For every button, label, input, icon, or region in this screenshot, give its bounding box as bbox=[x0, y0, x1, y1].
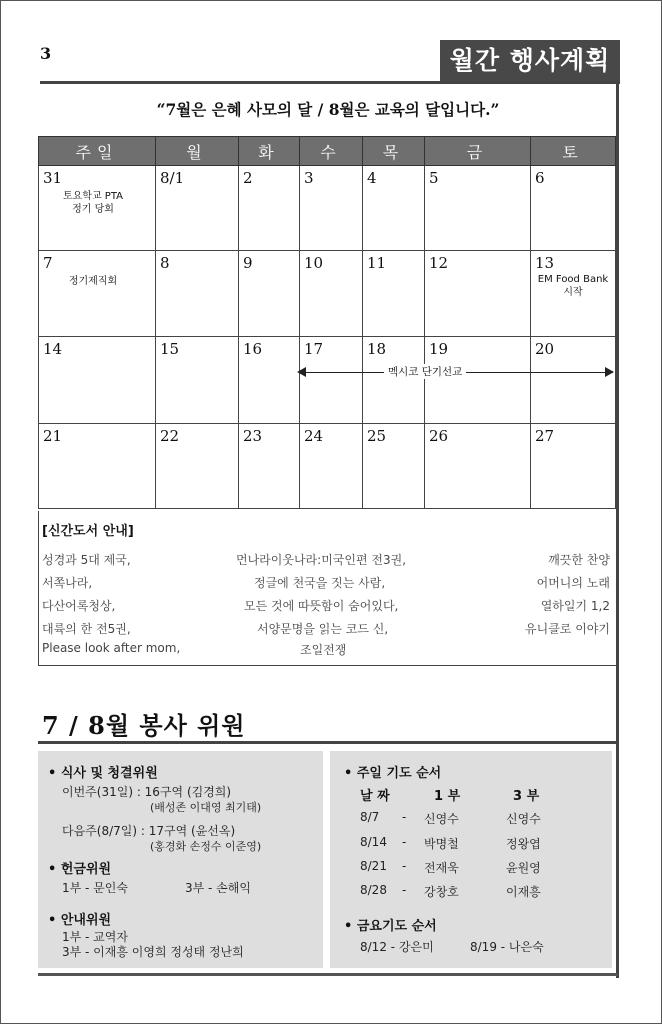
day-number: 25 bbox=[367, 427, 387, 445]
prayer-header-date: 날 짜 bbox=[360, 789, 390, 804]
offering-third-service: 3부 - 손해익 bbox=[185, 881, 251, 895]
usher-third-service: 3부 - 이재흥 이영희 정성태 정난희 bbox=[62, 945, 244, 959]
day-header: 목 bbox=[363, 137, 425, 166]
day-number: 8 bbox=[160, 254, 170, 272]
day-note: 정기제직회 bbox=[68, 276, 118, 287]
calendar-day-cell bbox=[300, 251, 363, 337]
day-number: 13 bbox=[535, 254, 555, 272]
calendar-day-cell bbox=[363, 337, 425, 424]
prayer-third-service: 정왕엽 bbox=[506, 837, 541, 851]
page-number: 3 bbox=[40, 44, 52, 63]
meal-this-week: 이번주(31일) : 16구역 (김경희) bbox=[62, 785, 232, 799]
calendar-week-row bbox=[39, 337, 616, 424]
book-item: 성경과 5대 제국, bbox=[42, 553, 131, 567]
prayer-third-service: 신영수 bbox=[506, 812, 541, 826]
day-number: 31 bbox=[43, 169, 63, 187]
calendar-day-cell bbox=[239, 166, 300, 251]
prayer-third-service: 윤원영 bbox=[506, 861, 541, 875]
calendar-day-cell bbox=[39, 251, 156, 337]
prayer-first-service: 강창호 bbox=[424, 885, 459, 899]
day-header: 화 bbox=[239, 137, 300, 166]
book-item: 모든 것에 따뜻함이 숨어있다, bbox=[244, 599, 399, 613]
day-number: 11 bbox=[367, 254, 387, 272]
day-number: 15 bbox=[160, 340, 180, 358]
book-item: 다산어록청상, bbox=[42, 599, 116, 613]
header-divider bbox=[40, 81, 620, 84]
friday-prayer-title: • 금요기도 순서 bbox=[344, 919, 437, 934]
day-header: 금 bbox=[425, 137, 531, 166]
arrow-left-icon bbox=[297, 367, 306, 377]
day-note: 토요학교 PTA 정기 당회 bbox=[62, 191, 124, 215]
monthly-theme: “7월은 은혜 사모의 달 / 8월은 교육의 달입니다.” bbox=[156, 100, 500, 119]
day-header: 월 bbox=[156, 137, 239, 166]
calendar-day-cell bbox=[531, 424, 616, 509]
book-item: 정글에 천국을 짓는 사람, bbox=[254, 576, 386, 590]
book-item: 먼나라이웃나라:미국인편 전3권, bbox=[236, 553, 407, 567]
day-number: 4 bbox=[367, 169, 377, 187]
calendar-day-cell bbox=[156, 251, 239, 337]
prayer-first-service: 전재욱 bbox=[424, 861, 459, 875]
meal-this-week-members: (배성존 이대영 최기태) bbox=[150, 801, 262, 814]
day-number: 3 bbox=[304, 169, 314, 187]
calendar-day-cell bbox=[531, 166, 616, 251]
volunteers-title: 7 / 8월 봉사 위원 bbox=[42, 711, 246, 740]
calendar-day-cell bbox=[156, 424, 239, 509]
day-number: 20 bbox=[535, 340, 555, 358]
book-item: Please look after mom, bbox=[42, 641, 181, 655]
meal-next-week-members: (홍경화 손정수 이준영) bbox=[150, 840, 262, 853]
day-number: 27 bbox=[535, 427, 555, 445]
prayer-dash: - bbox=[402, 810, 407, 824]
book-item: 열하일기 1,2 bbox=[540, 599, 610, 613]
day-number: 26 bbox=[429, 427, 449, 445]
prayer-date: 8/14 bbox=[360, 835, 387, 849]
day-number: 12 bbox=[429, 254, 449, 272]
day-number: 17 bbox=[304, 340, 324, 358]
meal-next-week: 다음주(8/7일) : 17구역 (윤선옥) bbox=[62, 824, 236, 838]
day-number: 19 bbox=[429, 340, 449, 358]
day-header: 토 bbox=[531, 137, 616, 166]
bottom-divider bbox=[38, 973, 618, 976]
prayer-first-service: 박명철 bbox=[424, 837, 459, 851]
day-number: 24 bbox=[304, 427, 324, 445]
day-number: 21 bbox=[43, 427, 63, 445]
prayer-date: 8/21 bbox=[360, 859, 387, 873]
meal-committee-title: • 식사 및 청결위원 bbox=[48, 766, 158, 781]
day-number: 5 bbox=[429, 169, 439, 187]
book-item: 어머니의 노래 bbox=[536, 576, 610, 590]
book-item: 서양문명을 읽는 코드 신, bbox=[257, 622, 389, 636]
prayer-dash: - bbox=[402, 859, 407, 873]
mission-trip-label: 멕시코 단기선교 bbox=[384, 364, 466, 379]
usher-first-service: 1부 - 교역자 bbox=[62, 930, 128, 944]
calendar-day-cell bbox=[156, 166, 239, 251]
day-number: 10 bbox=[304, 254, 324, 272]
calendar-day-cell bbox=[300, 166, 363, 251]
day-number: 18 bbox=[367, 340, 387, 358]
calendar-day-cell bbox=[363, 166, 425, 251]
day-number: 16 bbox=[243, 340, 263, 358]
day-number: 23 bbox=[243, 427, 263, 445]
calendar-day-cell bbox=[425, 166, 531, 251]
calendar-header-row bbox=[39, 137, 616, 166]
offering-first-service: 1부 - 문인숙 bbox=[62, 881, 128, 895]
day-number: 14 bbox=[43, 340, 63, 358]
day-number: 2 bbox=[243, 169, 253, 187]
prayer-date: 8/7 bbox=[360, 810, 380, 824]
day-header: 주일 bbox=[39, 137, 156, 166]
calendar-day-cell bbox=[531, 251, 616, 337]
book-item: 서쪽나라, bbox=[42, 576, 93, 590]
calendar-day-cell bbox=[39, 424, 156, 509]
calendar-day-cell bbox=[425, 251, 531, 337]
sunday-prayer-title: • 주일 기도 순서 bbox=[344, 766, 442, 781]
calendar-day-cell bbox=[156, 337, 239, 424]
prayer-date: 8/28 bbox=[360, 883, 387, 897]
calendar-day-cell bbox=[300, 424, 363, 509]
calendar-table bbox=[38, 136, 616, 509]
day-number: 8/1 bbox=[160, 169, 185, 187]
calendar-day-cell bbox=[39, 337, 156, 424]
calendar-week-row bbox=[39, 251, 616, 337]
prayer-third-service: 이재흥 bbox=[506, 885, 541, 899]
calendar-week-row bbox=[39, 166, 616, 251]
calendar-day-cell bbox=[363, 251, 425, 337]
offering-committee-title: • 헌금위원 bbox=[48, 862, 112, 877]
calendar-day-cell bbox=[363, 424, 425, 509]
calendar-day-cell bbox=[239, 251, 300, 337]
calendar-day-cell bbox=[39, 166, 156, 251]
day-number: 9 bbox=[243, 254, 253, 272]
book-item: 대륙의 한 전5권, bbox=[42, 622, 131, 636]
arrow-right-icon bbox=[605, 367, 614, 377]
prayer-dash: - bbox=[402, 883, 407, 897]
day-header: 수 bbox=[300, 137, 363, 166]
prayer-first-service: 신영수 bbox=[424, 812, 459, 826]
calendar-day-cell bbox=[239, 424, 300, 509]
day-number: 6 bbox=[535, 169, 545, 187]
book-item: 유니클로 이야기 bbox=[525, 622, 610, 636]
calendar-day-cell bbox=[531, 337, 616, 424]
calendar-day-cell bbox=[425, 424, 531, 509]
day-number: 7 bbox=[43, 254, 53, 272]
prayer-dash: - bbox=[402, 835, 407, 849]
prayer-header-first: 1 부 bbox=[434, 789, 461, 804]
day-number: 22 bbox=[160, 427, 180, 445]
day-note: EM Food Bank 시작 bbox=[537, 274, 609, 298]
new-books-title: [신간도서 안내] bbox=[42, 524, 134, 539]
page-title: 월간 행사계획 bbox=[440, 40, 620, 81]
volunteers-divider bbox=[38, 741, 618, 744]
usher-committee-title: • 안내위원 bbox=[48, 913, 112, 928]
calendar-day-cell bbox=[300, 337, 363, 424]
calendar-day-cell bbox=[425, 337, 531, 424]
friday-prayer-entry: 8/19 - 나은숙 bbox=[470, 940, 544, 954]
calendar-week-row bbox=[39, 424, 616, 509]
book-item: 조일전쟁 bbox=[300, 643, 347, 657]
calendar-day-cell bbox=[239, 337, 300, 424]
book-item: 깨끗한 찬양 bbox=[548, 553, 610, 567]
friday-prayer-entry: 8/12 - 강은미 bbox=[360, 940, 434, 954]
prayer-header-third: 3 부 bbox=[513, 789, 540, 804]
